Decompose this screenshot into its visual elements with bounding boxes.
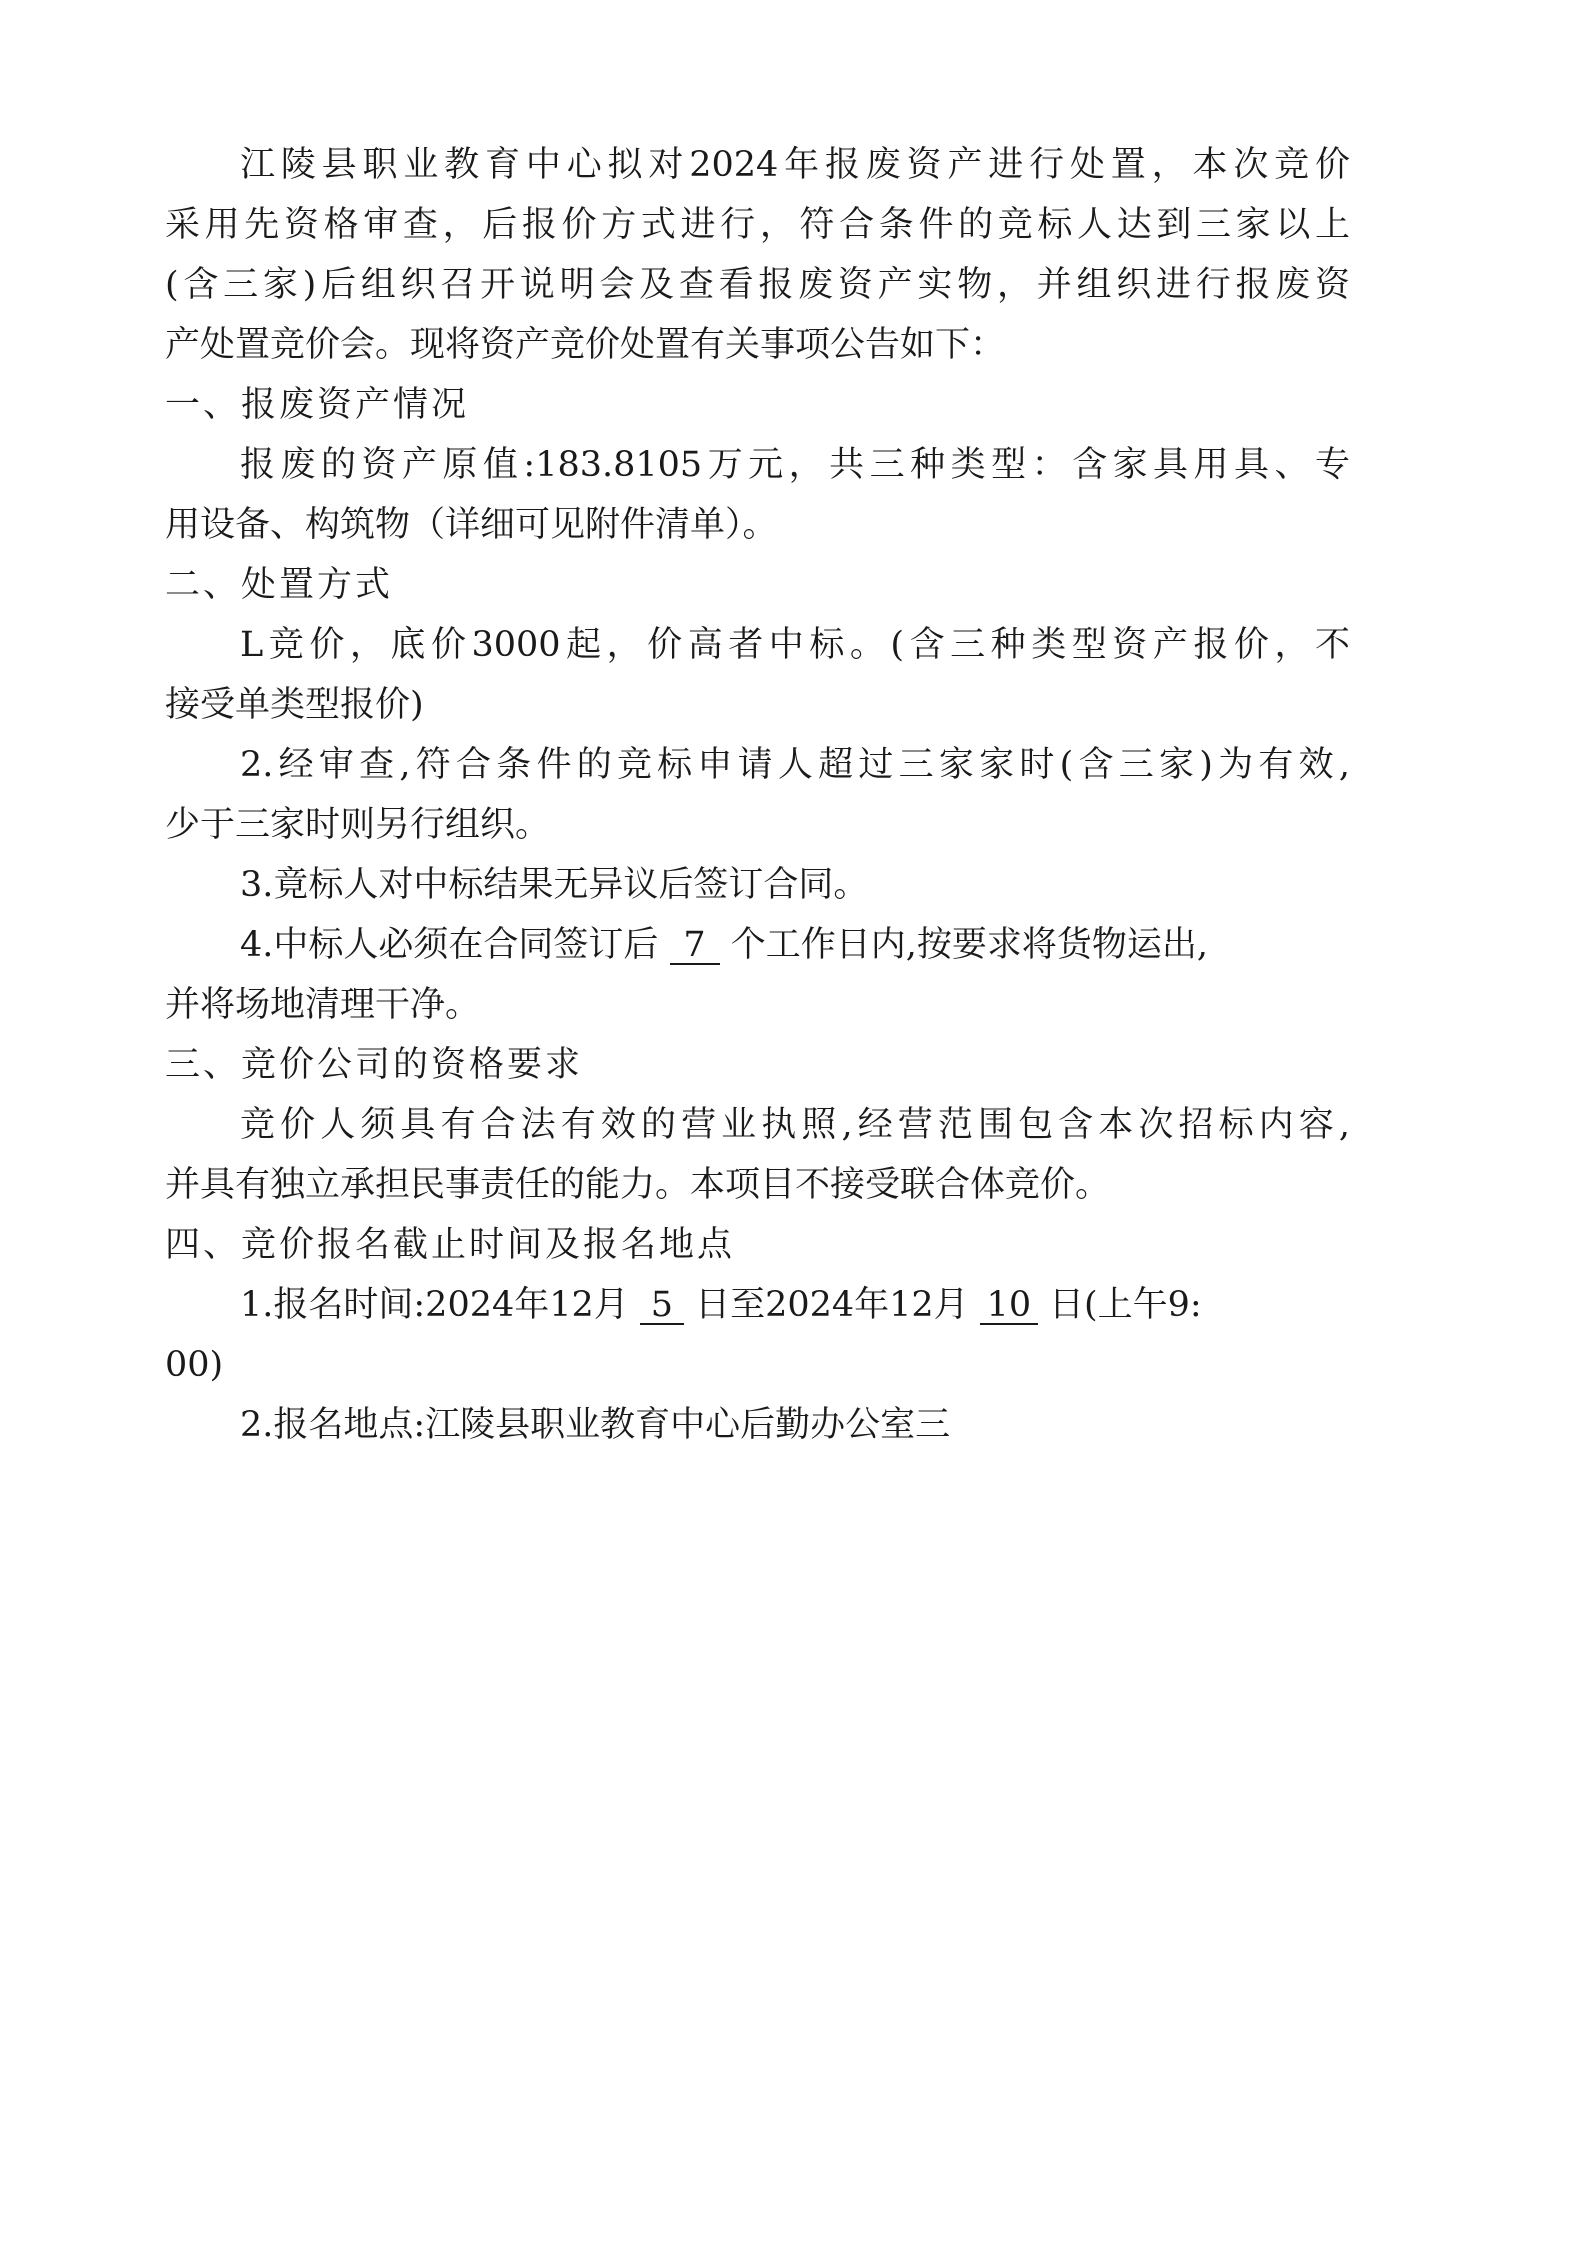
section4-item2: 2.报名地点:江陵县职业教育中心后勤办公室三	[240, 1405, 951, 1445]
section4-item1-start-day-underlined: 5	[640, 1287, 684, 1325]
intro-line-4: 产处置竞价会。现将资产竞价处置有关事项公告如下：	[165, 325, 1006, 365]
section2-item2-line-1: 2.经审查,符合条件的竞标申请人超过三家家时(含三家)为有效,	[240, 745, 1350, 785]
section4-item1-end-day-underlined: 10	[980, 1287, 1038, 1325]
section4-item1-prefix: 1.报名时间:2024年12月	[240, 1285, 629, 1325]
section2-item1-line-1: L竞价，底价3000起，价高者中标。(含三种类型资产报价，不	[240, 625, 1350, 665]
section2-item2-line-2: 少于三家时则另行组织。	[165, 805, 551, 845]
section2-item4-suffix: 个工作日内,按要求将货物运出,	[730, 925, 1208, 965]
section4-item1-line-1	[240, 1283, 1202, 1327]
section2-item3: 3.竟标人对中标结果无异议后签订合同。	[240, 865, 869, 905]
section2-item4-days-underlined: 7	[670, 927, 720, 965]
section2-item1-line-2: 接受单类型报价)	[165, 685, 424, 725]
section2-item4-prefix: 4.中标人必须在合同签订后	[240, 925, 659, 965]
section2-item4-line-1	[240, 923, 1208, 967]
intro-line-2: 采用先资格审查，后报价方式进行，符合条件的竞标人达到三家以上	[165, 205, 1350, 245]
section3-paragraph-line-2: 并具有独立承担民事责任的能力。本项目不接受联合体竞价。	[165, 1165, 1111, 1205]
section-heading-3: 三、竞价公司的资格要求	[165, 1045, 584, 1085]
intro-line-3: (含三家)后组织召开说明会及查看报废资产实物，并组织进行报废资	[165, 265, 1350, 305]
intro-line-1: 江陵县职业教育中心拟对2024年报废资产进行处置，本次竞价	[240, 145, 1350, 185]
section1-paragraph-line-1: 报废的资产原值:183.8105万元，共三种类型：含家具用具、专	[240, 445, 1350, 485]
section-heading-2: 二、处置方式	[165, 565, 394, 605]
section-heading-1: 一、报废资产情况	[165, 385, 470, 425]
section4-item1-suffix: 日(上午9:	[1048, 1285, 1202, 1325]
section3-paragraph-line-1: 竞价人须具有合法有效的营业执照,经营范围包含本次招标内容,	[240, 1105, 1350, 1145]
section4-item1-line-2: 00)	[165, 1345, 224, 1385]
section2-item4-line-2: 并将场地清理干净。	[165, 985, 481, 1025]
section-heading-4: 四、竞价报名截止时间及报名地点	[165, 1225, 736, 1265]
section1-paragraph-line-2: 用设备、构筑物（详细可见附件清单）。	[165, 505, 778, 545]
section4-item1-middle: 日至2024年12月	[695, 1285, 969, 1325]
